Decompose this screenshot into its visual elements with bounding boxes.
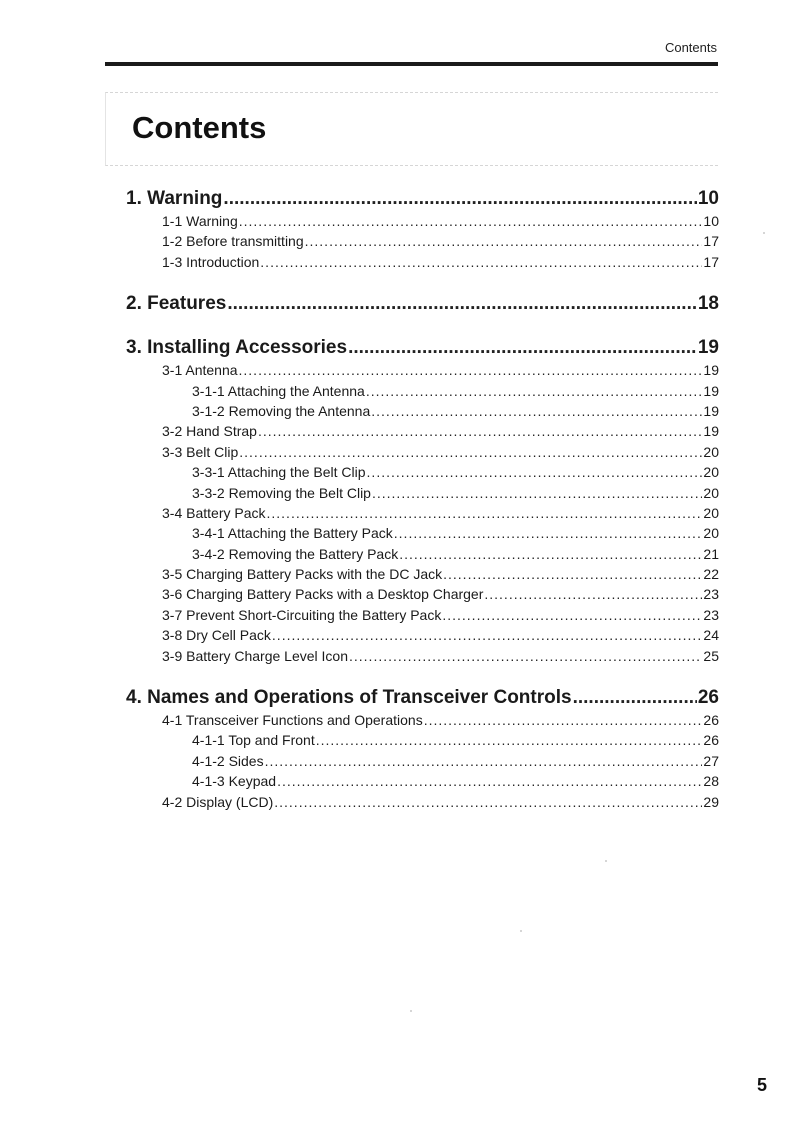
toc-chapter: [126, 292, 719, 316]
entry-page: 20: [703, 525, 719, 542]
entry-page: 20: [703, 464, 719, 481]
dot-leader: [443, 564, 702, 584]
toc-entry[interactable]: [126, 252, 719, 272]
scan-speck: [605, 860, 607, 862]
entry-title: 3-4-2 Removing the Battery Pack: [192, 545, 399, 562]
entry-page: 10: [703, 213, 719, 229]
dot-leader: [272, 625, 703, 645]
chapter-page: 10: [697, 188, 719, 209]
entry-page: 19: [703, 423, 719, 440]
entry-page: 21: [703, 545, 719, 562]
dot-leader: [258, 421, 702, 441]
toc-entry[interactable]: [126, 544, 719, 564]
toc-entry[interactable]: [126, 231, 719, 251]
entry-page: 19: [703, 362, 719, 379]
entry-page: 20: [703, 504, 719, 521]
page-title: Contents: [132, 110, 267, 145]
entry-page: 24: [703, 627, 719, 644]
entry-title: 3-4 Battery Pack: [162, 504, 266, 521]
toc-entry[interactable]: [126, 401, 719, 421]
toc-entry[interactable]: [126, 710, 719, 730]
toc-entry[interactable]: [126, 771, 719, 791]
chapter-title: 1. Warning: [126, 188, 223, 209]
toc-chapter: [126, 187, 719, 272]
entry-page: 25: [703, 647, 719, 664]
dot-leader: [227, 292, 697, 316]
dot-leader: [349, 646, 702, 666]
toc-entry[interactable]: [126, 584, 719, 604]
entry-title: 4-1-1 Top and Front: [192, 732, 315, 749]
entry-title: 3-1-1 Attaching the Antenna: [192, 382, 365, 399]
dot-leader: [366, 381, 703, 401]
entry-page: 23: [703, 586, 719, 603]
entry-title: 1-1 Warning: [162, 213, 238, 229]
table-of-contents: [126, 187, 719, 832]
toc-chapter: [126, 686, 719, 812]
dot-leader: [371, 401, 702, 421]
dot-leader: [267, 503, 703, 523]
dot-leader: [573, 686, 697, 710]
entry-title: 3-1-2 Removing the Antenna: [192, 402, 371, 419]
entry-page: 17: [703, 253, 719, 270]
entry-title: 3-4-1 Attaching the Battery Pack: [192, 525, 393, 542]
toc-entry[interactable]: [126, 503, 719, 523]
scan-speck: [763, 232, 765, 234]
dot-leader: [348, 336, 697, 360]
toc-entry[interactable]: [126, 483, 719, 503]
entry-title: 4-1-3 Keypad: [192, 773, 277, 790]
dot-leader: [372, 483, 702, 503]
toc-entry[interactable]: [126, 462, 719, 482]
dot-leader: [484, 584, 702, 604]
entry-title: 3-8 Dry Cell Pack: [162, 627, 271, 644]
page-number: 5: [757, 1075, 768, 1095]
toc-chapter-heading[interactable]: [126, 187, 719, 211]
header-rule: [105, 62, 718, 66]
entry-page: 23: [703, 606, 719, 623]
scan-speck: [410, 1010, 412, 1012]
toc-entry[interactable]: [126, 564, 719, 584]
chapter-page: 18: [697, 293, 719, 315]
dot-leader: [305, 231, 703, 251]
dot-leader: [223, 187, 696, 211]
toc-entry[interactable]: [126, 646, 719, 666]
entry-title: 4-1 Transceiver Functions and Operations: [162, 712, 423, 729]
toc-entry[interactable]: [126, 442, 719, 462]
entry-title: 1-3 Introduction: [162, 253, 260, 270]
entry-title: 3-3-2 Removing the Belt Clip: [192, 484, 371, 501]
entry-title: 3-9 Battery Charge Level Icon: [162, 647, 348, 664]
entry-page: 20: [703, 484, 719, 501]
entry-page: 26: [703, 732, 719, 749]
chapter-page: 26: [697, 687, 719, 709]
entry-page: 19: [703, 382, 719, 399]
toc-chapter-heading[interactable]: [126, 292, 719, 316]
chapter-page: 19: [697, 337, 719, 359]
entry-title: 1-2 Before transmitting: [162, 233, 304, 250]
dot-leader: [277, 771, 702, 791]
toc-entry[interactable]: [126, 625, 719, 645]
dot-leader: [265, 751, 703, 771]
entry-page: 27: [703, 752, 719, 769]
entry-title: 3-3-1 Attaching the Belt Clip: [192, 464, 366, 481]
dot-leader: [260, 252, 702, 272]
dot-leader: [442, 605, 702, 625]
entry-page: 17: [703, 233, 719, 250]
dot-leader: [316, 730, 703, 750]
entry-title: 4-1-2 Sides: [192, 752, 264, 769]
chapter-title: 3. Installing Accessories: [126, 337, 348, 359]
dot-leader: [239, 211, 703, 231]
entry-page: 26: [703, 712, 719, 729]
entry-title: 3-1 Antenna: [162, 362, 238, 379]
toc-chapter-heading[interactable]: [126, 686, 719, 710]
entry-title: 3-6 Charging Battery Packs with a Desktop Charger: [162, 586, 484, 603]
entry-title: 3-5 Charging Battery Packs with the DC Jack: [162, 566, 443, 583]
toc-entry[interactable]: [126, 605, 719, 625]
dot-leader: [424, 710, 703, 730]
entry-title: 4-2 Display (LCD): [162, 793, 274, 810]
dot-leader: [274, 792, 702, 812]
dot-leader: [239, 442, 702, 462]
entry-page: 28: [703, 773, 719, 790]
dot-leader: [399, 544, 702, 564]
toc-entry[interactable]: [126, 381, 719, 401]
toc-entry[interactable]: [126, 360, 719, 380]
entry-page: 29: [703, 793, 719, 810]
entry-page: 20: [703, 443, 719, 460]
entry-page: 22: [703, 566, 719, 583]
toc-entry[interactable]: [126, 421, 719, 441]
toc-chapter-heading[interactable]: [126, 336, 719, 360]
dot-leader: [239, 360, 703, 380]
entry-title: 3-2 Hand Strap: [162, 423, 257, 440]
toc-chapter: [126, 336, 719, 666]
toc-entry[interactable]: [126, 523, 719, 543]
dot-leader: [367, 462, 703, 482]
chapter-title: 2. Features: [126, 293, 227, 315]
chapter-title: 4. Names and Operations of Transceiver Controls: [126, 687, 572, 709]
running-header: Contents: [664, 40, 717, 55]
scan-speck: [520, 930, 522, 932]
toc-entry[interactable]: [126, 792, 719, 812]
toc-entry[interactable]: [126, 211, 719, 231]
entry-page: 19: [703, 402, 719, 419]
entry-title: 3-3 Belt Clip: [162, 443, 239, 460]
toc-entry[interactable]: [126, 730, 719, 750]
dot-leader: [394, 523, 703, 543]
toc-entry[interactable]: [126, 751, 719, 771]
entry-title: 3-7 Prevent Short-Circuiting the Battery Pack: [162, 606, 442, 623]
